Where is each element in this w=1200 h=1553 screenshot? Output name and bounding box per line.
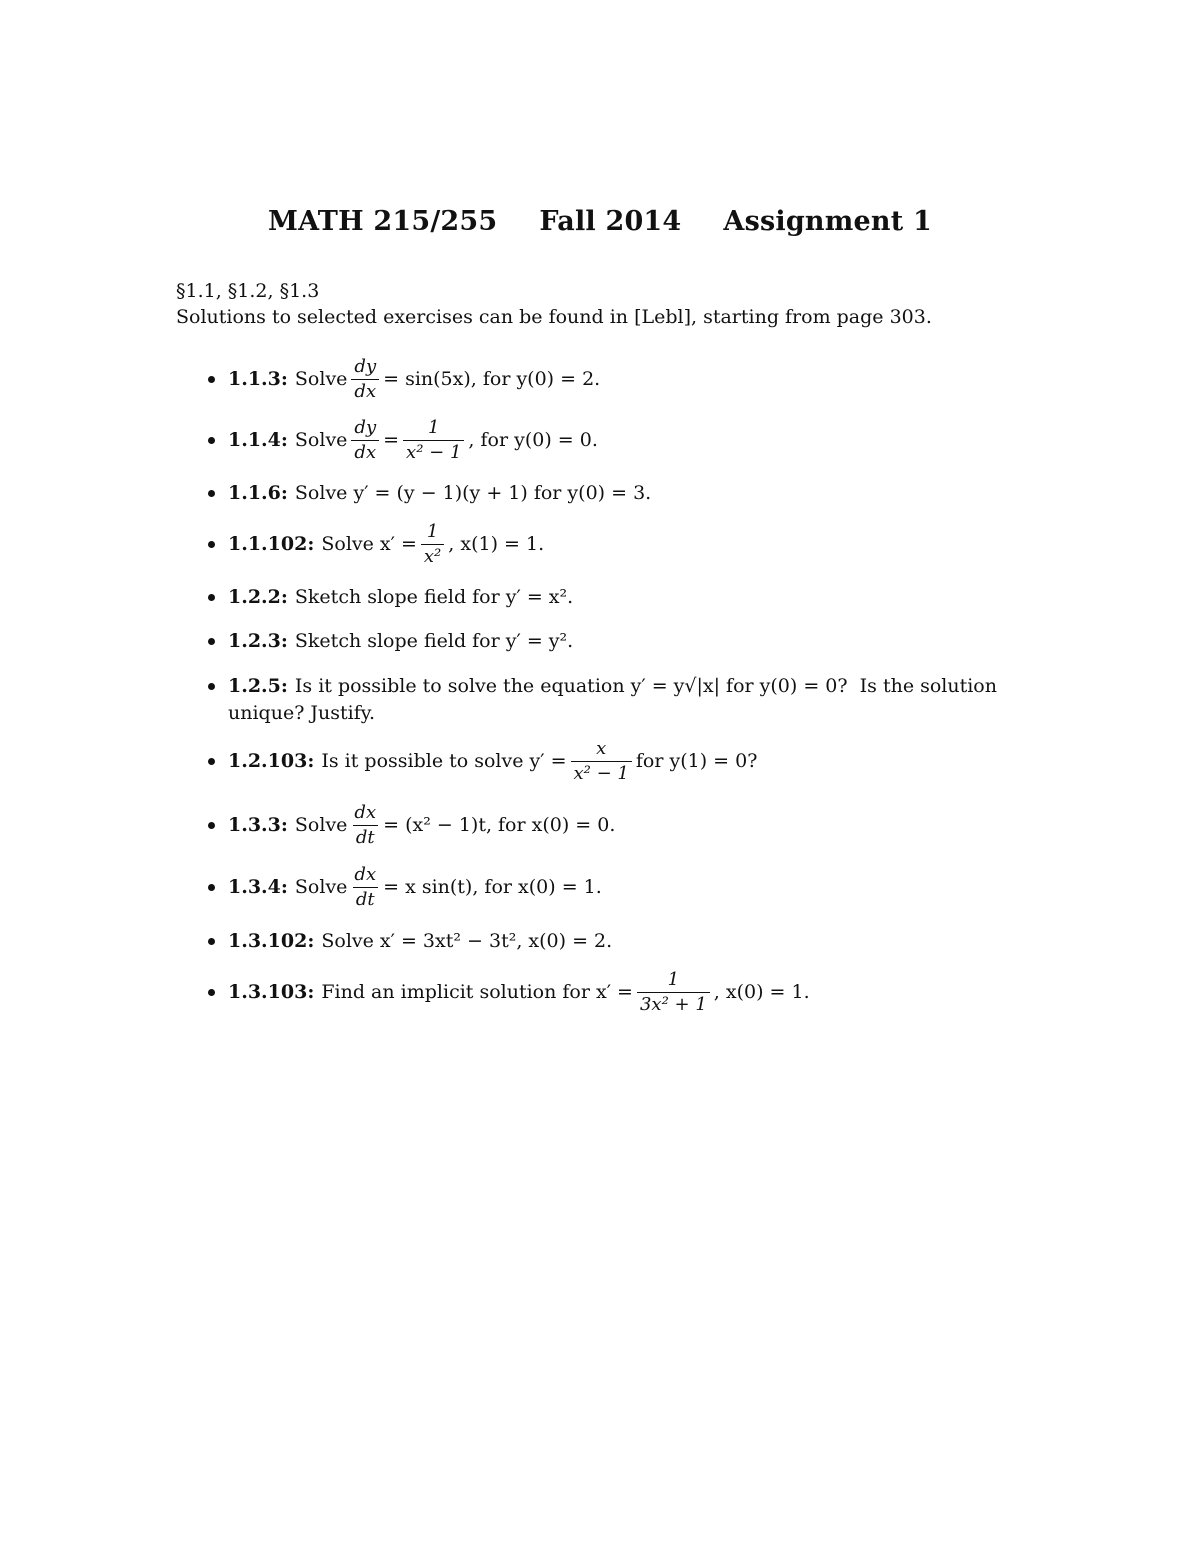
exercise-text: Sketch slope field for y′ = y². [294, 630, 574, 652]
exercise-verb: Solve [294, 876, 348, 899]
sections-list: §1.1, §1.2, §1.3 [176, 280, 320, 302]
fraction [351, 356, 379, 402]
fraction-numerator: 1 [426, 521, 439, 542]
fraction [351, 417, 379, 463]
exercise-text: , x(0) = 1. [713, 981, 810, 1004]
exercise-number: 1.2.3: [228, 630, 288, 652]
fraction-numerator: x [596, 738, 607, 759]
exercise-text: = [383, 429, 400, 452]
exercise-verb: Solve [294, 368, 348, 391]
exercise-item [228, 930, 612, 952]
bullet-icon [208, 683, 215, 690]
exercise-text: , for y(0) = 0. [468, 429, 598, 452]
exercise-item [228, 630, 573, 652]
fraction-denominator: dx [351, 379, 379, 403]
exercise-number: 1.3.3: [228, 814, 288, 837]
fraction-numerator: dy [354, 417, 377, 438]
bullet-icon [208, 638, 215, 645]
bullet-icon [208, 376, 215, 383]
exercise-number: 1.1.4: [228, 429, 288, 452]
exercise-number: 1.2.5: [228, 675, 288, 697]
exercise-text: = x sin(t), for x(0) = 1. [383, 876, 602, 899]
fraction [637, 969, 710, 1015]
fraction-denominator: x² − 1 [403, 440, 464, 464]
exercise-number: 1.3.103: [228, 981, 315, 1004]
fraction-denominator: 3x² + 1 [637, 992, 710, 1016]
fraction [403, 417, 464, 463]
fraction [421, 521, 444, 567]
exercise-number: 1.1.102: [228, 533, 315, 556]
exercise-number: 1.3.4: [228, 876, 288, 899]
exercise-number: 1.2.103: [228, 750, 315, 773]
fraction-numerator: 1 [428, 417, 440, 438]
exercise-verb: Is it possible to solve y′ = [321, 750, 567, 773]
fraction [571, 738, 632, 784]
assignment-number: Assignment 1 [723, 206, 932, 237]
exercise-number: 1.1.6: [228, 482, 288, 504]
exercise-text-continued: unique? Justify. [228, 702, 376, 724]
fraction-numerator: dy [354, 356, 377, 377]
solutions-note: Solutions to selected exercises can be found in [Lebl], starting from page 303. [176, 306, 932, 328]
exercise-item [228, 417, 598, 463]
exercise-item [228, 969, 810, 1015]
exercise-verb: Find an implicit solution for x′ = [321, 981, 633, 1004]
exercise-text: , x(1) = 1. [448, 533, 545, 556]
fraction [351, 802, 379, 848]
exercise-verb: Solve x′ = [321, 533, 417, 556]
exercise-number: 1.1.3: [228, 368, 288, 391]
bullet-icon [208, 541, 215, 548]
exercise-item [228, 864, 602, 910]
fraction-denominator: dt [353, 887, 378, 911]
exercise-item [228, 356, 600, 402]
bullet-icon [208, 884, 215, 891]
exercise-text: Solve y′ = (y − 1)(y + 1) for y(0) = 3. [294, 482, 652, 504]
fraction-denominator: dt [353, 825, 378, 849]
exercise-text: Is it possible to solve the equation y′ = y√|x| for y(0) = 0? Is the solution [294, 675, 997, 697]
bullet-icon [208, 989, 215, 996]
exercise-item [228, 738, 757, 784]
bullet-icon [208, 758, 215, 765]
exercise-item [228, 521, 544, 567]
fraction-numerator: dx [354, 864, 377, 885]
exercise-text: Sketch slope field for y′ = x². [294, 586, 574, 608]
fraction-numerator: 1 [667, 969, 680, 990]
fraction-denominator: x² − 1 [571, 761, 632, 785]
exercise-item [228, 482, 651, 504]
fraction-denominator: x² [421, 544, 444, 568]
exercise-item [228, 802, 615, 848]
term: Fall 2014 [539, 206, 682, 237]
fraction-numerator: dx [354, 802, 377, 823]
exercise-text: for y(1) = 0? [635, 750, 758, 773]
exercise-item [228, 673, 1028, 727]
exercise-verb: Solve [294, 429, 348, 452]
exercise-verb: Solve [294, 814, 348, 837]
bullet-icon [208, 938, 215, 945]
exercise-number: 1.3.102: [228, 930, 315, 952]
exercise-text: = (x² − 1)t, for x(0) = 0. [383, 814, 616, 837]
bullet-icon [208, 594, 215, 601]
exercise-number: 1.2.2: [228, 586, 288, 608]
bullet-icon [208, 437, 215, 444]
fraction-denominator: dx [351, 440, 379, 464]
exercise-item [228, 586, 573, 608]
course-code: MATH 215/255 [268, 206, 498, 237]
bullet-icon [208, 822, 215, 829]
bullet-icon [208, 490, 215, 497]
exercise-text: Solve x′ = 3xt² − 3t², x(0) = 2. [321, 930, 613, 952]
exercise-text: = sin(5x), for y(0) = 2. [383, 368, 601, 391]
fraction [351, 864, 379, 910]
